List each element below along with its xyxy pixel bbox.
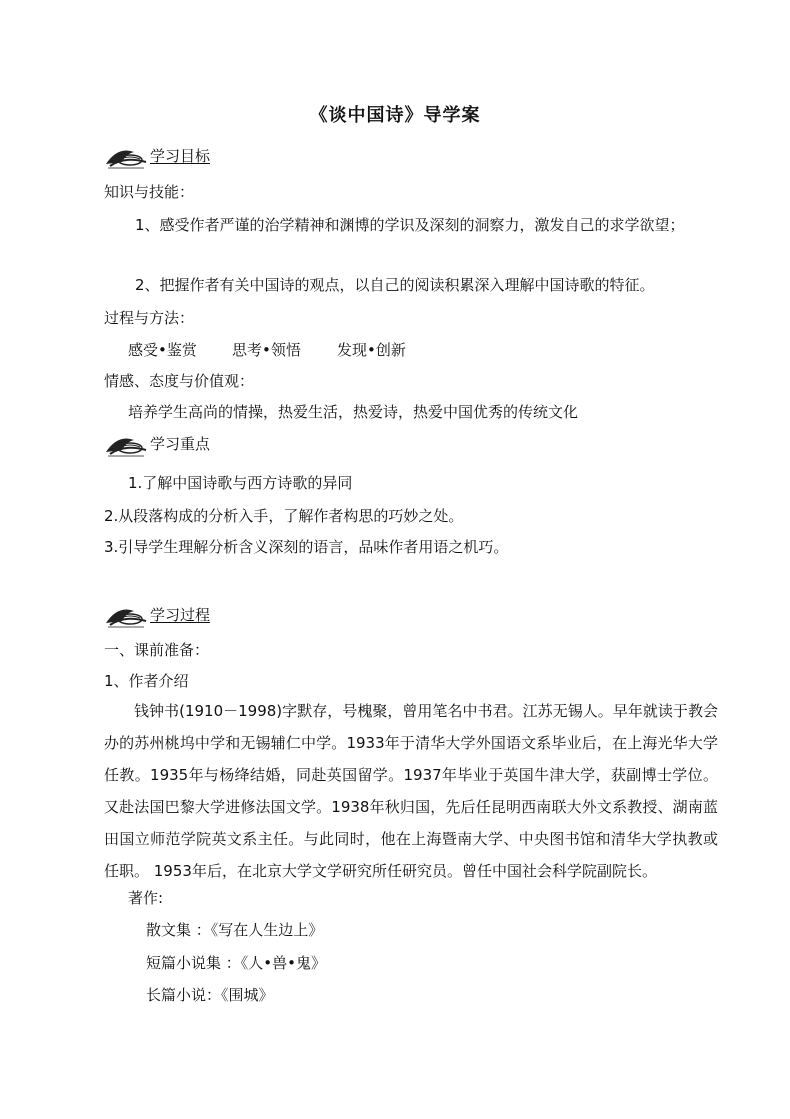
method-2: 思考•领悟 [232, 341, 301, 359]
work-short-stories: 短篇小说集 ：《人•兽•鬼》 [146, 954, 326, 972]
work-essays: 散文集 ：《写在人生边上》 [146, 921, 324, 939]
work-novel: 长篇小说：《围城》 [146, 986, 274, 1004]
objective-item-2: 2、把握作者有关中国诗的观点，以自己的阅读积累深入理解中国诗歌的特征。 [135, 276, 655, 294]
key-point-1: 1.了解中国诗歌与西方诗歌的异同 [128, 474, 353, 492]
section-heading-label: 学习过程 [150, 606, 211, 624]
sailboat-emblem-icon [104, 601, 148, 629]
works-label: 著作: [128, 889, 164, 907]
key-point-2: 2.从段落构成的分析入手，了解作者构思的巧妙之处。 [104, 507, 464, 525]
emotion-label: 情感、态度与价值观： [104, 372, 255, 390]
document-title: 《谈中国诗》导学案 [309, 105, 481, 126]
process-label: 过程与方法： [104, 309, 195, 327]
key-point-3: 3.引导学生理解分析含义深刻的语言，品味作者用语之机巧。 [104, 538, 509, 556]
prep-heading: 一、课前准备： [104, 641, 210, 659]
method-1: 感受•鉴赏 [128, 341, 197, 359]
sailboat-emblem-icon [104, 142, 148, 170]
section-heading-label: 学习重点 [150, 435, 211, 453]
author-intro-heading: 1、作者介绍 [104, 672, 189, 690]
method-3: 发现•创新 [337, 341, 406, 359]
emotion-text: 培养学生高尚的情操，热爱生活，热爱诗，热爱中国优秀的传统文化 [128, 403, 579, 421]
knowledge-label: 知识与技能： [104, 183, 195, 201]
objective-item-1: 1、感受作者严谨的治学精神和渊博的学识及深刻的洞察力，激发自己的求学欲望； [135, 216, 685, 234]
author-biography: 钱钟书(1910－1998)字默存，号槐聚，曾用笔名中书君。江苏无锡人。早年就读于教会办的苏州桃坞中学和无锡辅仁中学。1933年于清华大学外国语文系毕业后，在上海光华大学任教。1935年与杨绛结婚，同赴英国留学。1937年毕业于英国牛津大学，获副博士学位。又赴法国巴黎大学进修法国文学。1938年秋归国，先后任昆明西南联大外文系教授、湖南蓝田国立师范学院英文系主任。与此同时，他在上海暨南大学、中央图书馆和清华大学执教或任职。 1953年后，在北京大学文学研究所任研究员。曾任中国社会科学院副院长。 [104, 702, 718, 880]
sailboat-emblem-icon [104, 430, 148, 458]
section-heading-label: 学习目标 [150, 147, 211, 165]
